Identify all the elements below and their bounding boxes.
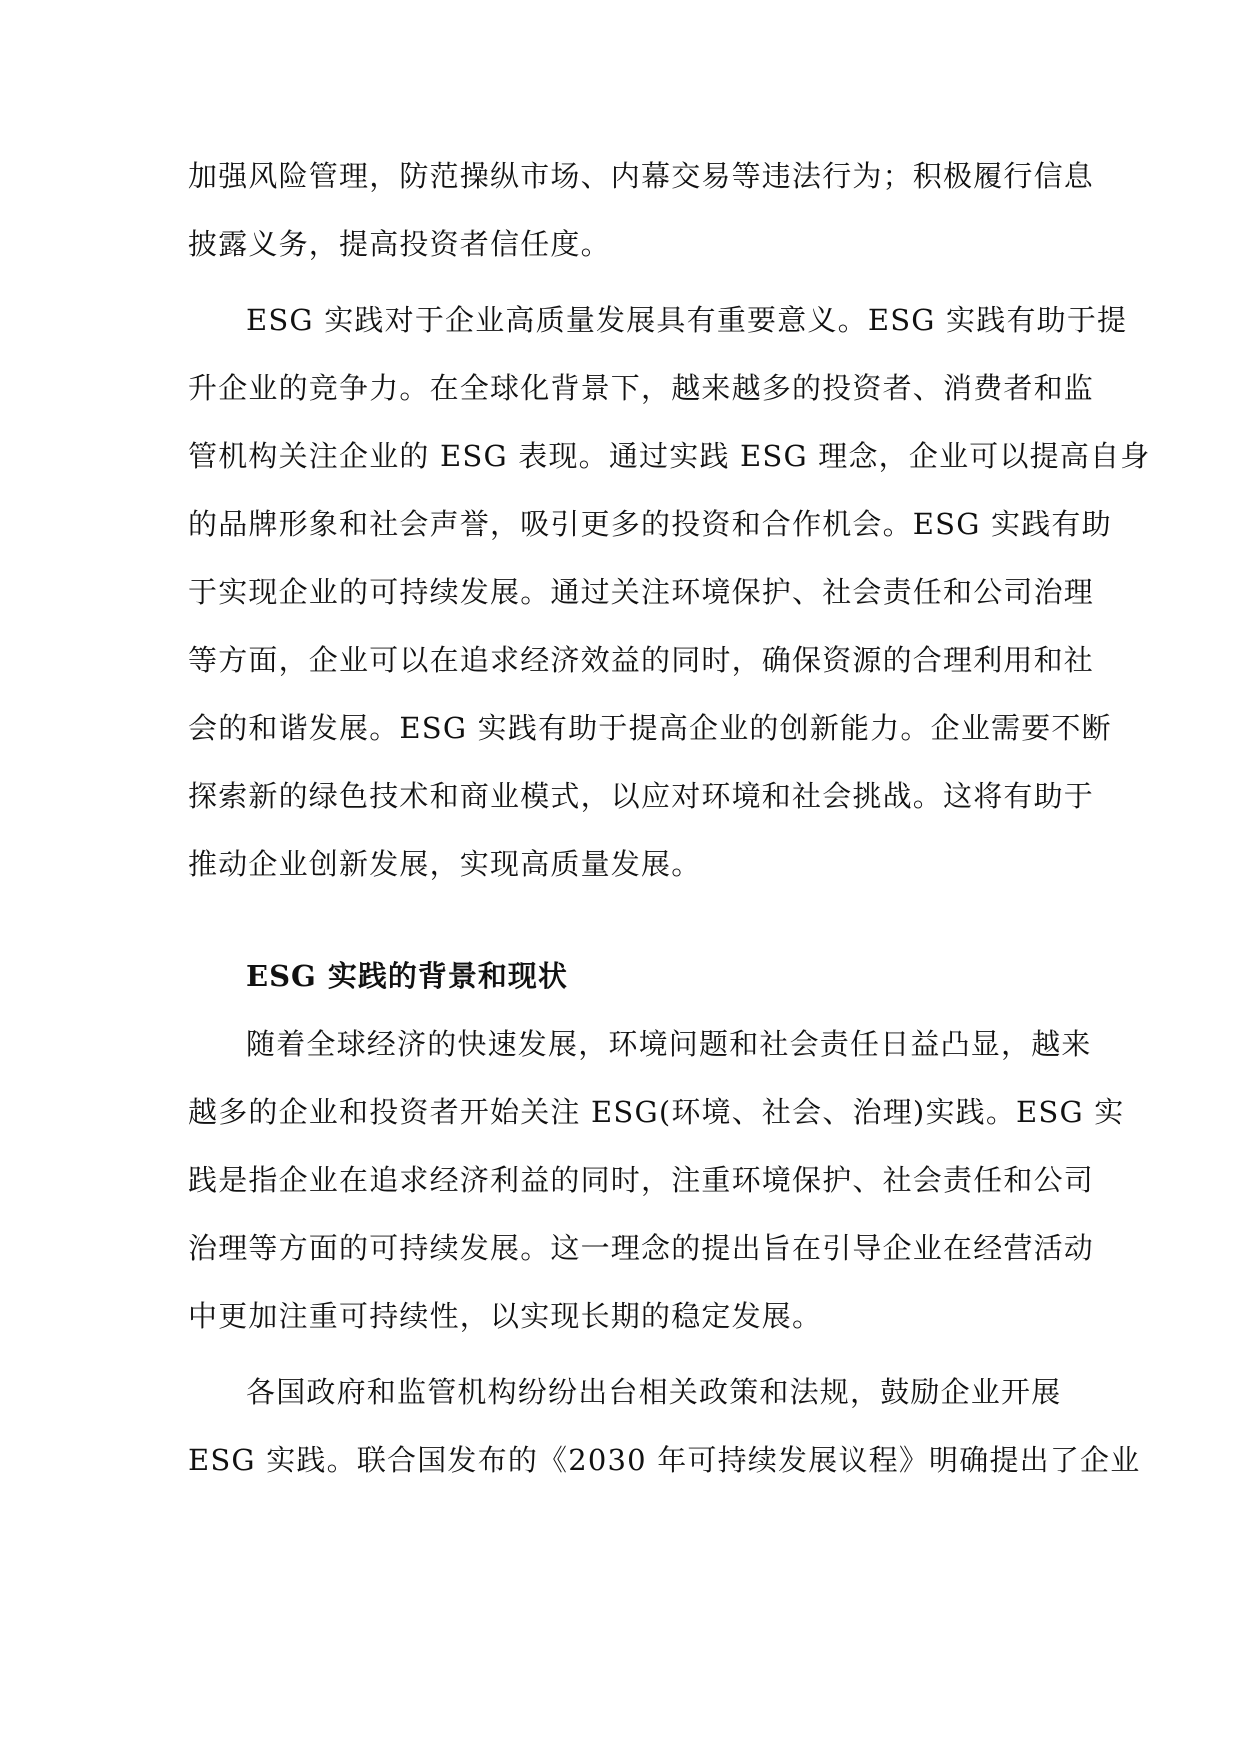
text-line: 治理等方面的可持续发展。这一理念的提出旨在引导企业在经营活动 xyxy=(188,1231,1095,1265)
text-line: 的品牌形象和社会声誉，吸引更多的投资和合作机会。ESG 实践有助 xyxy=(188,507,1112,541)
paragraph-esg-significance xyxy=(188,286,1151,898)
text-line: 加强风险管理，防范操纵市场、内幕交易等违法行为；积极履行信息 xyxy=(188,159,1095,193)
text-line: 升企业的竞争力。在全球化背景下，越来越多的投资者、消费者和监 xyxy=(188,371,1095,405)
text-line: 中更加注重可持续性，以实现长期的稳定发展。 xyxy=(188,1299,823,1333)
text-line: ESG 实践对于企业高质量发展具有重要意义。ESG 实践有助于提 xyxy=(246,303,1128,337)
text-line: 披露义务，提高投资者信任度。 xyxy=(188,227,611,261)
section-heading: ESG 实践的背景和现状 xyxy=(246,959,568,993)
text-line: 会的和谐发展。ESG 实践有助于提高企业的创新能力。企业需要不断 xyxy=(188,711,1112,745)
text-line: 越多的企业和投资者开始关注 ESG(环境、社会、治理)实践。ESG 实 xyxy=(188,1095,1125,1129)
paragraph-risk-management xyxy=(188,142,1095,278)
text-line: 于实现企业的可持续发展。通过关注环境保护、社会责任和公司治理 xyxy=(188,575,1095,609)
text-line: 推动企业创新发展，实现高质量发展。 xyxy=(188,847,702,881)
text-line: 等方面，企业可以在追求经济效益的同时，确保资源的合理利用和社 xyxy=(188,643,1095,677)
text-line: 管机构关注企业的 ESG 表现。通过实践 ESG 理念，企业可以提高自身 xyxy=(188,439,1151,473)
text-line: 探索新的绿色技术和商业模式，以应对环境和社会挑战。这将有助于 xyxy=(188,779,1095,813)
text-line: 随着全球经济的快速发展，环境问题和社会责任日益凸显，越来 xyxy=(246,1027,1092,1061)
text-line: 践是指企业在追求经济利益的同时，注重环境保护、社会责任和公司 xyxy=(188,1163,1095,1197)
document-body xyxy=(188,142,1151,1494)
paragraph-policy xyxy=(188,1358,1141,1494)
paragraph-background xyxy=(188,1010,1125,1350)
text-line: 各国政府和监管机构纷纷出台相关政策和法规，鼓励企业开展 xyxy=(246,1375,1062,1409)
text-line: ESG 实践。联合国发布的《2030 年可持续发展议程》明确提出了企业 xyxy=(188,1443,1141,1477)
